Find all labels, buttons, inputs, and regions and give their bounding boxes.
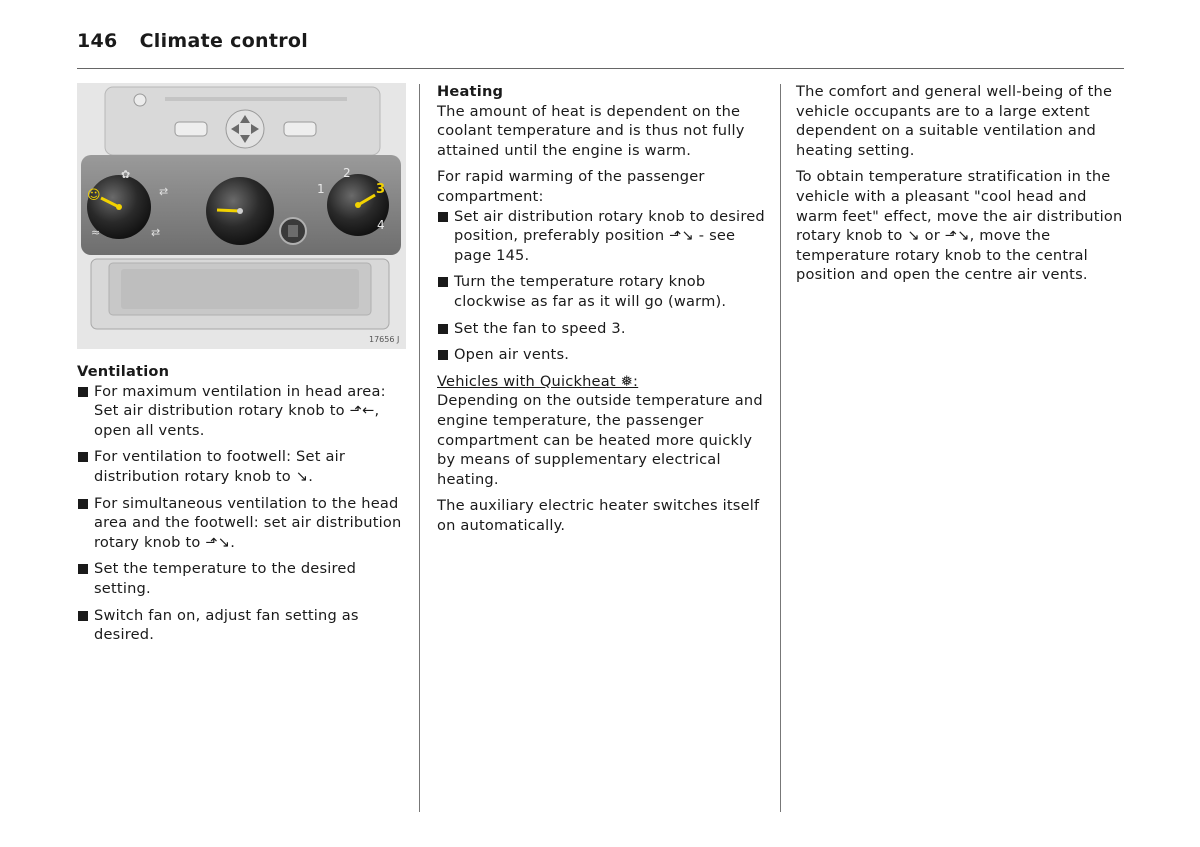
column-divider [419,84,420,812]
svg-text:⇄: ⇄ [159,185,169,198]
page-number: 146 [77,30,118,52]
header-rule [77,68,1124,69]
section-heading: Heating [437,83,504,100]
page-title: Climate control [139,30,309,52]
climate-control-illustration [77,83,406,349]
list-item-text: For maximum ventilation in head area: Set air distribution rotary knob to ⬏←, open all vents. [94,382,386,439]
bullet-icon [78,499,88,509]
column-heating [437,82,767,542]
column-ventilation [77,362,407,652]
bullet-icon [438,324,448,334]
list-item [437,272,767,311]
list-item-text: Turn the temperature rotary knob clockwise as far as it will go (warm). [454,273,727,310]
paragraph: The amount of heat is dependent on the coolant temperature and is thus not fully attained until the engine is warm. [437,102,745,159]
quickheat-label: Vehicles with Quickheat ❅: [437,372,639,390]
list-item [77,494,407,553]
svg-text:✿: ✿ [121,168,131,181]
list-item-text: Switch fan on, adjust fan setting as desired. [94,606,359,644]
paragraph: To obtain temperature stratification in the vehicle with a pleasant "cool head and warm feet" effect, move the air distribution rotary knob to ↘ or ⬏↘, move the temperature rotary knob to the central position and open the centre air vents. [796,168,1123,284]
paragraph: For rapid warming of the passenger compartment: [437,168,705,205]
bullet-icon [78,611,88,621]
list-item [77,606,407,645]
bullet-icon [438,212,448,222]
list-item-text: Set air distribution rotary knob to desired position, preferably position ⬏↘ - see page 145. [454,207,765,264]
bullet-icon [78,564,88,574]
bullet-icon [438,277,448,287]
fan-speed-4: 4 [377,218,385,232]
list-item-text: For ventilation to footwell: Set air distribution rotary knob to ↘. [94,448,346,485]
list-item-text: Set the fan to speed 3. [454,319,626,337]
paragraph: Depending on the outside temperature and engine temperature, the passenger compartment can be heated more quickly by means of supplementary electrical heating. [437,392,763,488]
list-item-text: Open air vents. [454,346,570,364]
list-item-text: Set the temperature to the desired setting. [94,560,357,597]
list-item [77,447,407,486]
paragraph: The comfort and general well-being of the vehicle occupants are to a large extent dependent on a suitable ventilation and heating setting. [796,83,1113,159]
list-item [77,559,407,598]
list-item-text: For simultaneous ventilation to the head area and the footwell: set air distribution rotary knob to ⬏↘. [94,494,402,551]
section-heading: Ventilation [77,363,170,380]
fan-speed-2: 2 [343,166,351,180]
fan-speed-3: 3 [376,182,386,197]
svg-text:⇄: ⇄ [151,226,161,239]
list-item [77,382,407,441]
column-comfort [796,82,1126,292]
list-item [437,319,767,339]
list-item [437,345,767,365]
figure-code: 17656 J [369,335,400,344]
bullet-icon [78,387,88,397]
head-airflow-symbol: ☺ [87,188,101,203]
column-divider [780,84,781,812]
fan-speed-1: 1 [317,182,325,196]
bullet-icon [78,452,88,462]
footwell-airflow-symbol: ≈ [91,226,101,239]
list-item [437,207,767,266]
paragraph: The auxiliary electric heater switches itself on automatically. [437,497,760,534]
bullet-icon [438,350,448,360]
page-header [77,30,308,52]
